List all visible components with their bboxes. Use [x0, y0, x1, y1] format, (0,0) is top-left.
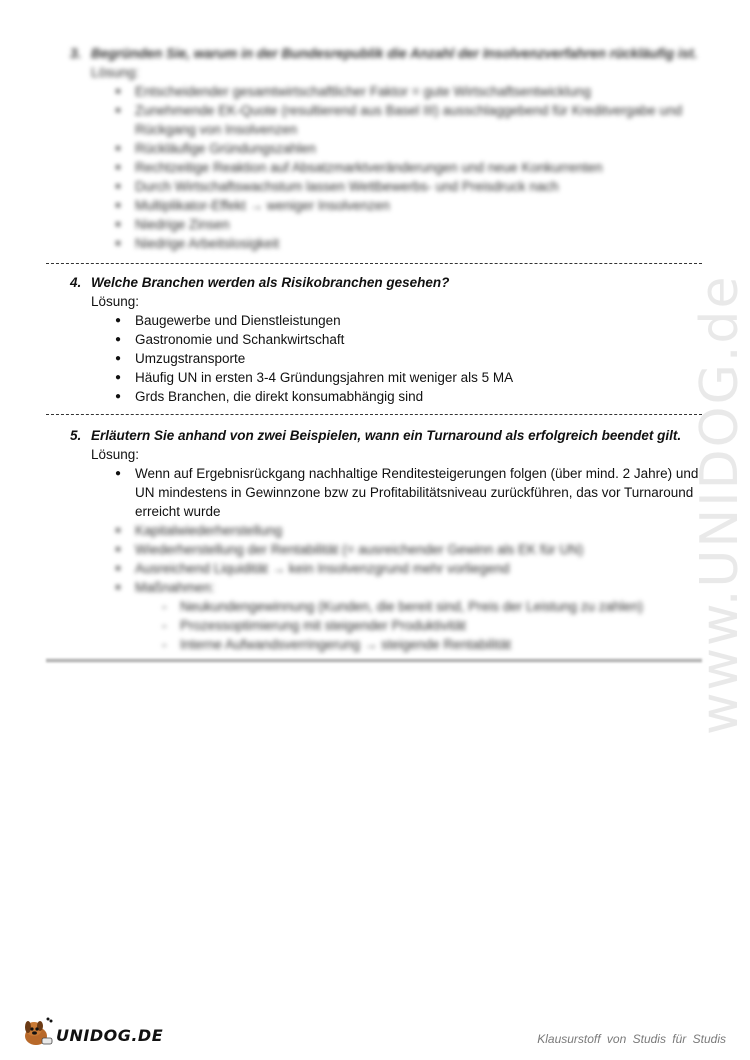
list-item: - Prozessoptimierung mit steigender Produktivität	[160, 616, 710, 635]
list-item: ● Zunehmende EK-Quote (resultierend aus Basel III) ausschlaggebend für Kreditvergabe und Rückgang von Insolvenzen	[115, 101, 710, 139]
list-item: - Interne Aufwandsverringerung → steigende Rentabilität	[160, 635, 710, 654]
list-item: ● Umzugstransporte	[115, 349, 710, 368]
question-5-blurred-part	[70, 521, 710, 654]
question-5-number: 5.	[70, 428, 82, 443]
question-4-title: 4. Welche Branchen werden als Risikobranchen gesehen?	[70, 275, 450, 290]
question-5-list	[70, 464, 710, 521]
question-3-number: 3.	[70, 46, 82, 61]
list-item: ● Niedrige Arbeitslosigkeit	[115, 234, 710, 253]
separator	[46, 263, 702, 264]
list-item: ● Kapitalwiederherstellung	[115, 521, 710, 540]
question-3-list	[70, 82, 710, 253]
question-4-number: 4.	[70, 275, 82, 290]
list-item: ● Rückläufige Gründungszahlen	[115, 139, 710, 158]
list-item: ● Ausreichend Liquidität → kein Insolvenzgrund mehr vorliegend	[115, 559, 710, 578]
list-item: ● Entscheidender gesamtwirtschaftlicher Faktor = gute Wirtschaftsentwicklung	[115, 82, 710, 101]
question-3	[70, 44, 710, 253]
list-item: ● Wiederherstellung der Rentabilität (= ausreichender Gewinn als EK für UN)	[115, 540, 710, 559]
question-5-title: 5. Erläutern Sie anhand von zwei Beispielen, wann ein Turnaround als erfolgreich beendet gilt.	[70, 428, 682, 443]
list-item: ● Durch Wirtschaftswachstum lassen Wettbewerbs- und Preisdruck nach	[115, 177, 710, 196]
list-item: ● Niedrige Zinsen	[115, 215, 710, 234]
list-item: ● Multiplikator-Effekt → weniger Insolvenzen	[115, 196, 710, 215]
logo-text: UNIDOG.DE	[56, 1025, 164, 1045]
footer-claim: Klausurstoff von Studis für Studis	[537, 1032, 726, 1046]
list-item: ● Grds Branchen, die direkt konsumabhängig sind	[115, 387, 710, 406]
question-3-title: 3. Begründen Sie, warum in der Bundesrepublik die Anzahl der Insolvenzverfahren rückläufig ist.	[70, 46, 698, 61]
question-5-solution-label: Lösung:	[91, 447, 140, 462]
list-item: ● Maßnahmen:	[115, 578, 710, 597]
question-4-list	[70, 311, 710, 406]
list-item: ● Wenn auf Ergebnisrückgang nachhaltige Renditesteigerungen folgen (über mind. 2 Jahre) und UN mindestens in Gewinnzone bzw zu Profitabilitätsniveau zurückführen, das vor Turnaround erreicht wurde	[115, 464, 710, 521]
unidog-logo[interactable]	[22, 1016, 163, 1048]
question-3-solution-label: Lösung:	[91, 65, 140, 80]
separator	[46, 659, 702, 662]
list-item: ● Häufig UN in ersten 3-4 Gründungsjahren mit weniger als 5 MA	[115, 368, 710, 387]
list-item: - Neukundengewinnung (Kunden, die bereit sind, Preis der Leistung zu zahlen)	[160, 597, 710, 616]
dog-mascot-icon	[22, 1016, 54, 1048]
watermark: www.UNIDOG.de	[690, 274, 750, 735]
separator	[46, 414, 702, 415]
question-5-sub-list	[70, 597, 710, 654]
list-item: ● Gastronomie und Schankwirtschaft	[115, 330, 710, 349]
list-item: ● Rechtzeitige Reaktion auf Absatzmarktveränderungen und neue Konkurrenten	[115, 158, 710, 177]
list-item: ● Baugewerbe und Dienstleistungen	[115, 311, 710, 330]
question-5	[70, 426, 710, 654]
question-4	[70, 273, 710, 406]
question-4-solution-label: Lösung:	[91, 294, 140, 309]
